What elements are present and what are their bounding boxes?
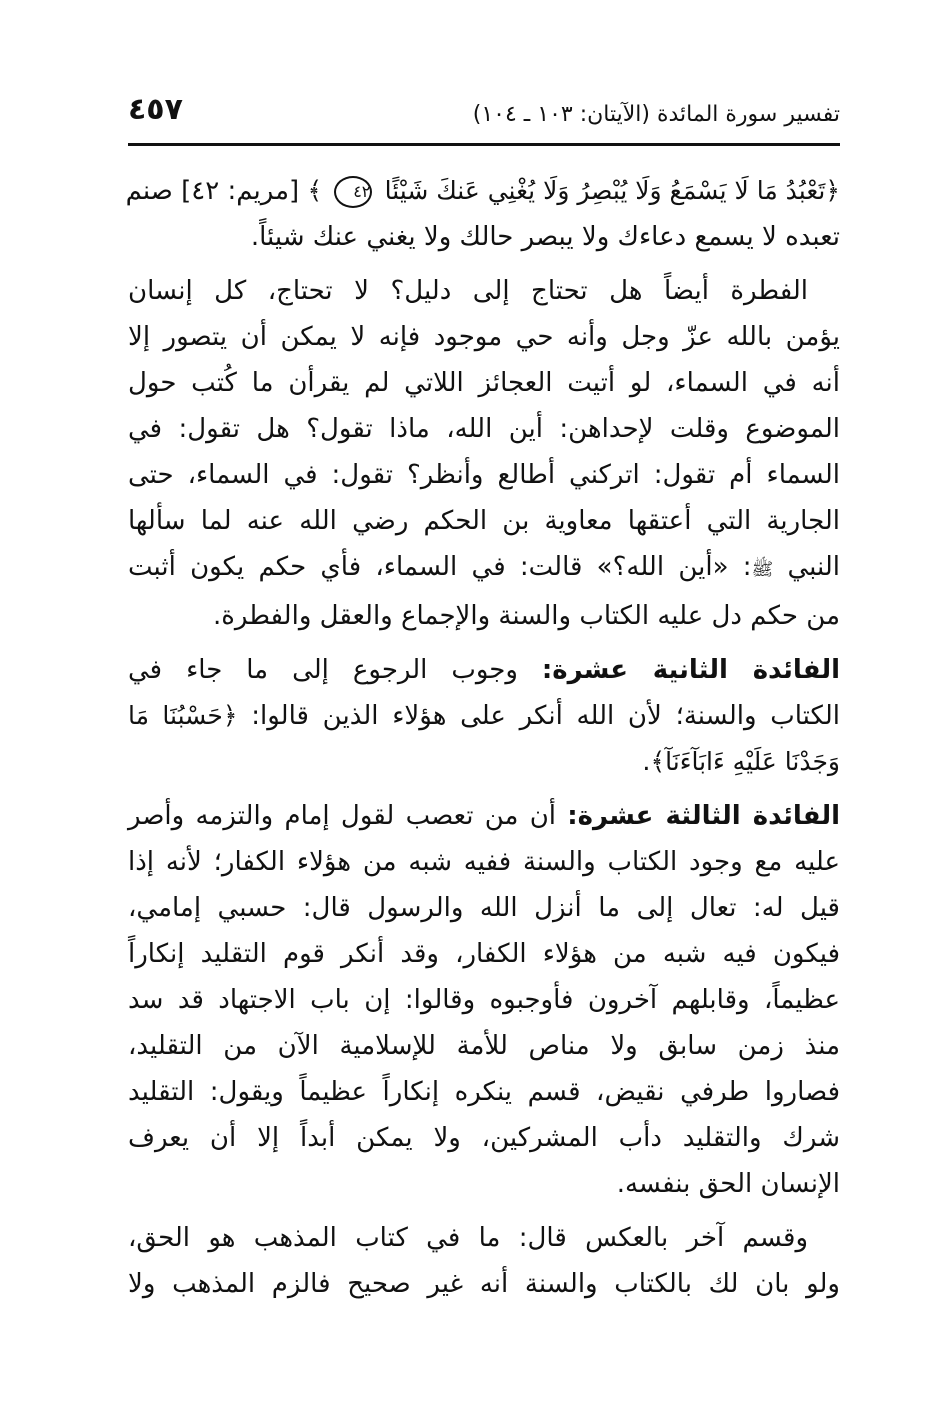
text-line: فيكون فيه شبه من هؤلاء الكفار، وقد أنكر قوم التقليد إنكاراً bbox=[128, 939, 840, 969]
quran-verse: ﴿حَسْبُنَا مَا bbox=[128, 701, 238, 730]
text-line: منذ زمن سابق ولا مناص للأمة للإسلامية الآن من التقليد، bbox=[128, 1031, 840, 1061]
page-number: ٤٥٧ bbox=[128, 92, 183, 127]
body-text bbox=[125, 168, 840, 1315]
text-line bbox=[128, 647, 840, 693]
page-header bbox=[128, 90, 840, 140]
text-line bbox=[128, 793, 840, 839]
text-line: شرك والتقليد دأب المشركين، ولا يمكن أبداً إلا أن يعرف bbox=[128, 1123, 840, 1153]
line-text: النبي bbox=[787, 552, 840, 582]
text-line bbox=[125, 168, 840, 214]
paragraph bbox=[125, 168, 840, 260]
text-line bbox=[128, 739, 840, 785]
text-line bbox=[128, 544, 840, 593]
line-text: وجوب الرجوع إلى ما جاء في bbox=[128, 655, 542, 685]
text-line: وقسم آخر بالعكس قال: ما في كتاب المذهب هو الحق، bbox=[128, 1223, 808, 1253]
line-text: [مريم: ٤٢] صنم bbox=[125, 176, 300, 206]
line-text: : «أين الله؟» قالت: في السماء، فأي حكم يكون أثبت bbox=[128, 552, 752, 582]
line-text: . bbox=[642, 747, 651, 777]
text-line: أنه في السماء، لو أتيت العجائز اللاتي لم يقرأن ما كُتب حول bbox=[128, 368, 840, 398]
text-line: تعبده لا يسمع دعاءك ولا يبصر حالك ولا يغني عنك شيئاً. bbox=[250, 222, 840, 252]
paragraph bbox=[128, 268, 840, 639]
honorific-glyph: ﷺ bbox=[751, 559, 774, 580]
header-divider bbox=[128, 143, 840, 146]
text-line: عظيماً، وقابلهم آخرون فأوجبوه وقالوا: إن باب الاجتهاد قد سد bbox=[128, 985, 840, 1015]
text-line bbox=[128, 693, 840, 739]
text-line: السماء أم تقول: اتركني أطالع وأنظر؟ تقول: في السماء، حتى bbox=[128, 460, 840, 490]
text-line: الإنسان الحق بنفسه. bbox=[616, 1169, 840, 1199]
section-heading: الفائدة الثانية عشرة: bbox=[541, 655, 840, 685]
paragraph bbox=[128, 1215, 840, 1307]
paragraph bbox=[128, 647, 840, 785]
line-text: أن من تعصب لقول إمام والتزمه وأصر bbox=[128, 801, 568, 831]
text-line: عليه مع وجود الكتاب والسنة ففيه شبه من هؤلاء الكفار؛ لأنه إذا bbox=[128, 847, 840, 877]
paragraph bbox=[128, 793, 840, 1207]
text-line: من حكم دل عليه الكتاب والسنة والإجماع والعقل والفطرة. bbox=[212, 601, 840, 631]
text-line: الجارية التي أعتقها معاوية بن الحكم رضي الله عنه لما سألها bbox=[128, 506, 840, 536]
section-heading: الفائدة الثالثة عشرة: bbox=[567, 801, 840, 831]
text-line: قيل له: تعال إلى ما أنزل الله والرسول قال: حسبي إمامي، bbox=[128, 893, 840, 923]
text-line: الموضوع وقلت لإحداهن: أين الله، ماذا تقول؟ هل تقول: في bbox=[128, 414, 840, 444]
running-title: تفسير سورة المائدة (الآيتان: ١٠٣ ـ ١٠٤) bbox=[472, 102, 840, 127]
text-line: الفطرة أيضاً هل تحتاج إلى دليل؟ لا تحتاج، كل إنسان bbox=[128, 276, 808, 306]
text-line: فصاروا طرفي نقيض، قسم ينكره إنكاراً عظيماً ويقول: التقليد bbox=[128, 1077, 840, 1107]
quran-bracket: ﴾ bbox=[307, 176, 323, 205]
quran-verse: ﴿تَعْبُدُ مَا لَا يَسْمَعُ وَلَا يُبْصِرُ وَلَا يُغْنِي عَنكَ شَيْئًا bbox=[384, 176, 840, 205]
text-line: ولو بان لك بالكتاب والسنة أنه غير صحيح فالزم المذهب ولا bbox=[128, 1269, 840, 1299]
verse-number-marker: ٤٢ bbox=[334, 176, 372, 208]
line-text: الكتاب والسنة؛ لأن الله أنكر على هؤلاء الذين قالوا: bbox=[237, 701, 840, 731]
quran-verse: وَجَدْنَا عَلَيْهِ ءَابَآءَنَآ﴾ bbox=[650, 747, 840, 776]
text-line: يؤمن بالله عزّ وجل وأنه حي موجود فإنه لا يمكن أن يتصور إلا bbox=[128, 322, 840, 352]
